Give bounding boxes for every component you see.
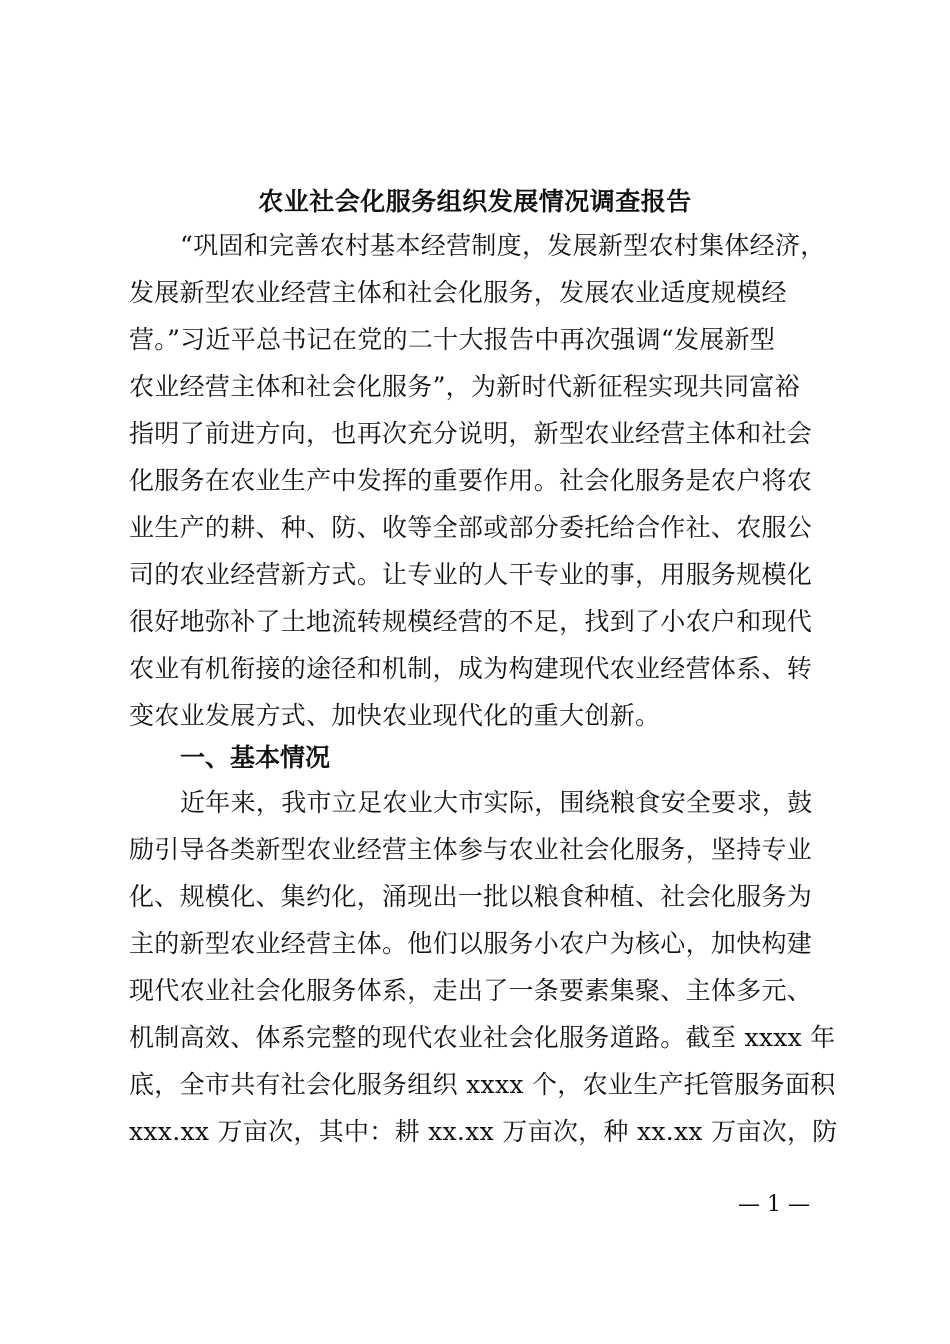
paragraph-line: 底，全市共有社会化服务组织 xxxx 个，农业生产托管服务面积: [129, 1070, 836, 1099]
paragraph-line: 发展新型农业经营主体和社会化服务，发展农业适度规模经: [129, 278, 787, 307]
paragraph-line: 近年来，我市立足农业大市实际，围绕粮食安全要求，鼓: [180, 788, 813, 817]
paragraph-line: 农业经营主体和社会化服务”，为新时代新征程实现共同富裕: [129, 372, 800, 401]
document-title: 农业社会化服务组织发展情况调查报告: [258, 187, 692, 216]
paragraph-line: 主的新型农业经营主体。他们以服务小农户为核心，加快构建: [129, 929, 813, 958]
paragraph-line: 现代农业社会化服务体系，走出了一条要素集聚、主体多元、: [129, 976, 813, 1005]
paragraph-line: 业生产的耕、种、防、收等全部或部分委托给合作社、农服公: [129, 513, 813, 542]
paragraph-line: 机制高效、体系完整的现代农业社会化服务道路。截至 xxxx 年: [129, 1023, 836, 1052]
paragraph-line: 农业有机衔接的途径和机制，成为构建现代农业经营体系、转: [129, 654, 813, 683]
paragraph-line: 变农业发展方式、加快农业现代化的重大创新。: [129, 701, 661, 730]
section-heading: 一、基本情况: [180, 743, 331, 772]
paragraph-line: xxx.xx 万亩次，其中：耕 xx.xx 万亩次，种 xx.xx 万亩次，防: [129, 1117, 838, 1146]
paragraph-line: 化服务在农业生产中发挥的重要作用。社会化服务是农户将农: [129, 466, 813, 495]
paragraph-line: 指明了前进方向，也再次充分说明，新型农业经营主体和社会: [129, 419, 813, 448]
paragraph-line: 司的农业经营新方式。让专业的人干专业的事，用服务规模化: [129, 560, 813, 589]
paragraph-line: 化、规模化、集约化，涌现出一批以粮食种植、社会化服务为: [129, 882, 813, 911]
page-number: — 1 —: [738, 1192, 810, 1217]
paragraph-line: 很好地弥补了土地流转规模经营的不足，找到了小农户和现代: [129, 607, 813, 636]
paragraph-line: “巩固和完善农村基本经营制度，发展新型农村集体经济，: [180, 231, 826, 260]
paragraph-line: 励引导各类新型农业经营主体参与农业社会化服务，坚持专业: [129, 835, 813, 864]
paragraph-line: 营。”习近平总书记在党的二十大报告中再次强调“发展新型: [129, 325, 776, 354]
